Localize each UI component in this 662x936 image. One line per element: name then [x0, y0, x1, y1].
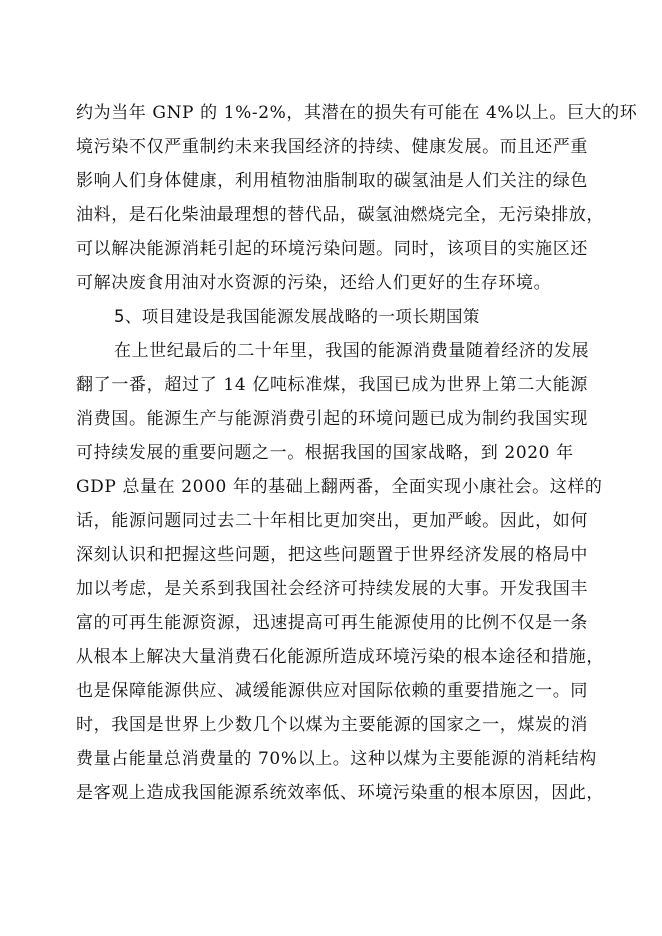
- body-text-line: 也是保障能源供应、减缓能源供应对国际依赖的重要措施之一。同: [76, 681, 588, 701]
- body-text-line: 话，能源问题同过去二十年相比更加突出，更加严峻。因此，如何: [76, 511, 588, 531]
- body-text-line: 境污染不仅严重制约未来我国经济的持续、健康发展。而且还严重: [76, 137, 588, 157]
- body-text-line: 可持续发展的重要问题之一。根据我国的国家战略，到 2020 年: [76, 443, 574, 463]
- body-text-line: 深刻认识和把握这些问题，把这些问题置于世界经济发展的格局中: [76, 545, 588, 565]
- section-heading: 5、项目建设是我国能源发展战略的一项长期国策: [114, 307, 480, 326]
- body-text-line: 翻了一番，超过了 14 亿吨标准煤，我国已成为世界上第二大能源: [76, 375, 588, 395]
- body-text-line: 费量占能量总消费量的 70%以上。这种以煤为主要能源的消耗结构: [76, 749, 597, 769]
- body-text-line: 消费国。能源生产与能源消费引起的环境问题已成为制约我国实现: [76, 409, 588, 429]
- body-text-line: 影响人们身体健康，利用植物油脂制取的碳氢油是人们关注的绿色: [76, 171, 588, 191]
- body-text-line: 时，我国是世界上少数几个以煤为主要能源的国家之一，煤炭的消: [76, 715, 588, 735]
- body-text-line: 油料，是石化柴油最理想的替代品，碳氢油燃烧完全，无污染排放，: [76, 205, 604, 225]
- body-text-line: 是客观上造成我国能源系统效率低、环境污染重的根本原因，因此，: [76, 783, 604, 803]
- body-text-line: 约为当年 GNP 的 1%-2%，其潜在的损失有可能在 4%以上。巨大的环: [76, 103, 638, 123]
- body-text-line: 从根本上解决大量消费石化能源所造成环境污染的根本途径和措施，: [76, 647, 604, 667]
- body-text-line: 可以解决能源消耗引起的环境污染问题。同时，该项目的实施区还: [76, 239, 588, 259]
- body-text-line: 可解决废食用油对水资源的污染，还给人们更好的生存环境。: [76, 273, 552, 293]
- body-text-line: GDP 总量在 2000 年的基础上翻两番，全面实现小康社会。这样的: [76, 477, 603, 497]
- body-text-line: 在上世纪最后的二十年里，我国的能源消费量随着经济的发展: [114, 341, 590, 361]
- body-text-line: 富的可再生能源资源，迅速提高可再生能源使用的比例不仅是一条: [76, 613, 588, 633]
- body-text-line: 加以考虑，是关系到我国社会经济可持续发展的大事。开发我国丰: [76, 579, 588, 599]
